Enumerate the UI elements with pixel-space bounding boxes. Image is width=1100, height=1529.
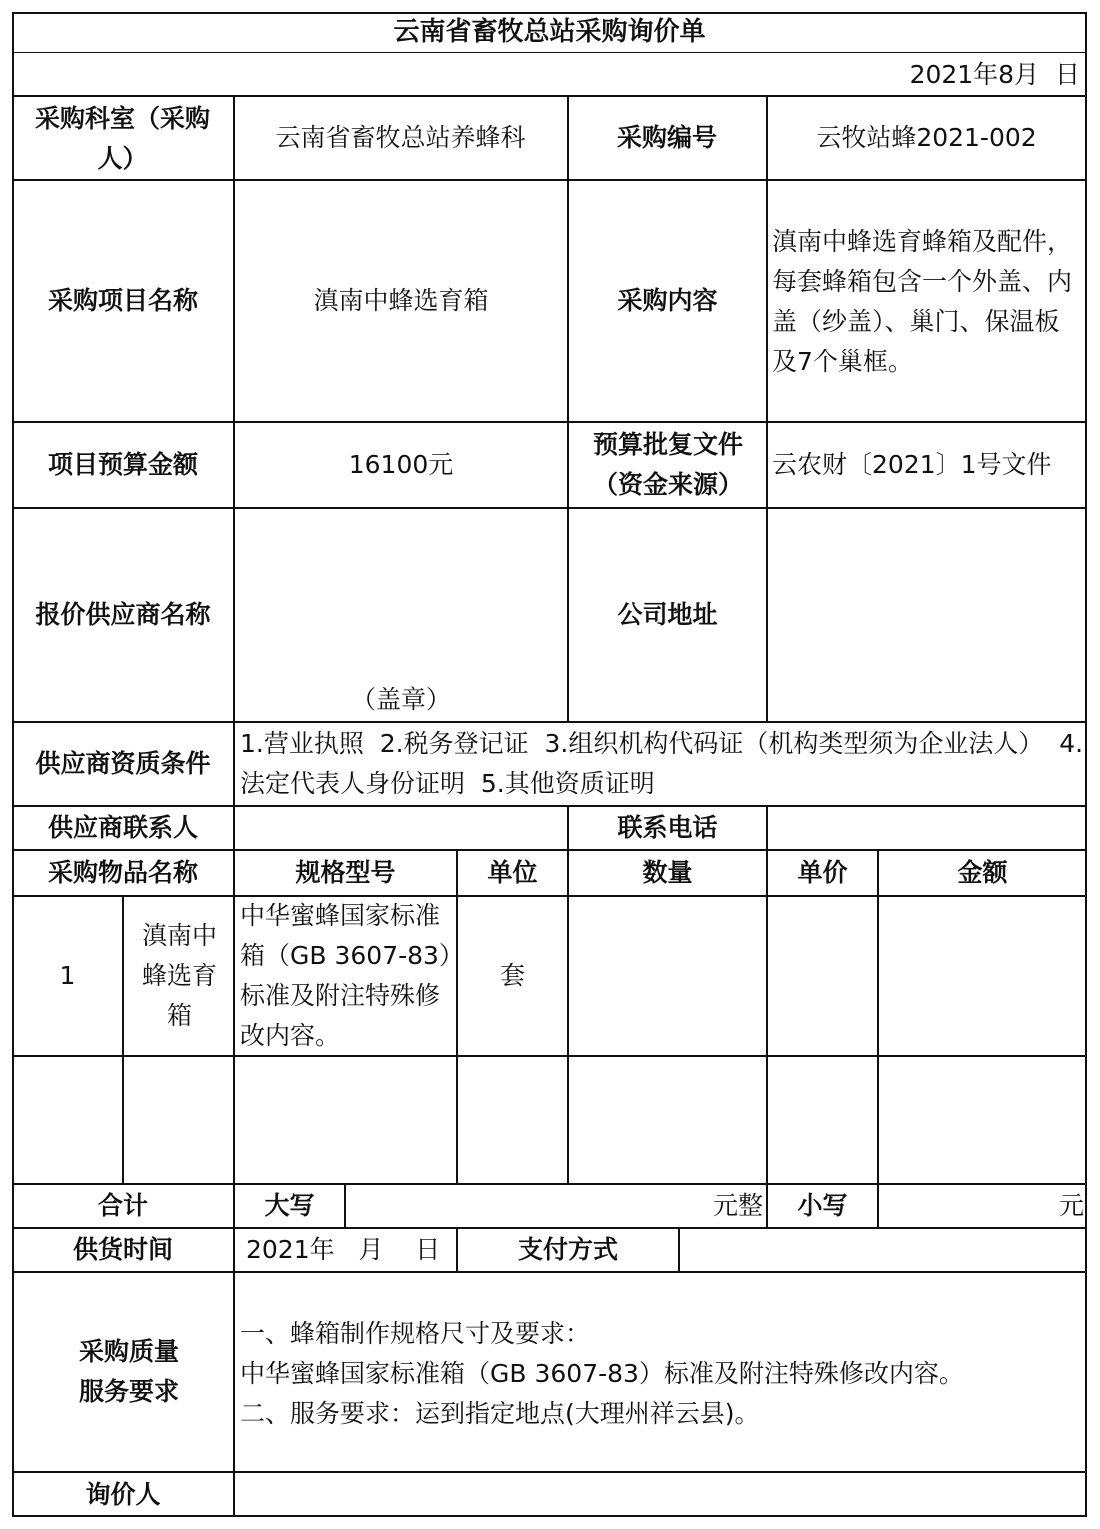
phone-value xyxy=(767,806,1087,850)
supplier-label: 报价供应商名称 xyxy=(35,600,211,629)
purchase-no-label: 采购编号 xyxy=(616,123,717,152)
total-capital-label: 大写 xyxy=(264,1191,315,1220)
col-rule-b1 xyxy=(567,96,569,722)
item-no: 1 xyxy=(59,961,76,990)
col-rule-c1 xyxy=(766,96,768,722)
address-value xyxy=(767,508,1087,722)
rule-item-2 xyxy=(12,1183,1087,1185)
pay-label: 支付方式 xyxy=(517,1235,618,1264)
col-rule-amount xyxy=(877,850,879,1228)
rule-date xyxy=(12,95,1087,97)
total-label: 合计 xyxy=(97,1191,148,1220)
budget-label: 项目预算金额 xyxy=(47,450,198,479)
delivery-label: 供货时间 xyxy=(72,1235,173,1264)
inquirer-label: 询价人 xyxy=(85,1479,161,1509)
col-rule-unit xyxy=(456,850,458,1184)
quality-label: 采购质量服务要求 xyxy=(78,1337,179,1406)
rule-total xyxy=(12,1227,1087,1229)
quality-line3: 二、服务要求：运到指定地点(大理州祥云县)。 xyxy=(240,1399,760,1428)
col-rule-a xyxy=(233,96,235,1517)
budget-value: 16100元 xyxy=(348,450,454,479)
approval-value: 云农财〔2021〕1号文件 xyxy=(772,450,1052,479)
project-value: 滇南中蜂选育箱 xyxy=(313,286,489,315)
address-label: 公司地址 xyxy=(617,600,718,629)
project-label: 采购项目名称 xyxy=(47,286,198,315)
rule-contact xyxy=(12,849,1087,851)
content-label: 采购内容 xyxy=(617,286,718,315)
inquirer-value xyxy=(234,1472,1087,1517)
qualification-value: 1.营业执照 2.税务登记证 3.组织机构代码证（机构类型须为企业法人） 4.法定代表人身份证明 5.其他资质证明 xyxy=(240,729,1084,798)
item-unit: 套 xyxy=(499,961,525,990)
items-header-amount: 金额 xyxy=(957,858,1008,887)
qualification-label: 供应商资质条件 xyxy=(35,749,211,778)
content-value: 滇南中蜂选育蜂箱及配件，每套蜂箱包含一个外盖、内盖（纱盖）、巢门、保温板及7个巢框。 xyxy=(772,227,1073,376)
form-title: 云南省畜牧总站采购询价单 xyxy=(393,17,706,47)
rule-dept xyxy=(12,179,1087,181)
quality-line1: 一、蜂箱制作规格尺寸及要求： xyxy=(240,1319,591,1348)
phone-label: 联系电话 xyxy=(617,813,718,842)
rule-supplier xyxy=(12,721,1087,723)
col-rule-item-no xyxy=(122,896,124,1184)
item-spec: 中华蜜蜂国家标准箱（GB 3607-83）标准及附注特殊修改内容。 xyxy=(240,901,452,1050)
quality-line2: 中华蜜蜂国家标准箱（GB 3607-83）标准及附注特殊修改内容。 xyxy=(240,1359,964,1388)
rule-budget xyxy=(12,507,1087,509)
frame-bottom xyxy=(12,1515,1087,1517)
rule-item-1 xyxy=(12,1055,1087,1057)
item-qty xyxy=(568,896,767,1056)
frame-left xyxy=(12,12,14,1517)
rule-items-header xyxy=(12,895,1087,897)
supplier-seal: （盖章） xyxy=(350,685,451,714)
total-capital-suffix: 元整 xyxy=(712,1191,763,1220)
item-amount xyxy=(878,896,1087,1056)
contact-label: 供应商联系人 xyxy=(47,813,198,842)
col-rule-c2 xyxy=(766,806,768,1228)
col-rule-capital xyxy=(344,1184,346,1228)
pay-value xyxy=(679,1228,1087,1272)
col-rule-pay xyxy=(678,1228,680,1272)
dept-label: 采购科室（采购人） xyxy=(34,104,210,173)
inquiry-form xyxy=(12,12,1087,1517)
contact-value xyxy=(234,806,568,850)
frame-right xyxy=(1085,12,1087,1517)
rule-title xyxy=(12,52,1087,53)
items-header-name: 采购物品名称 xyxy=(47,858,198,887)
items-header-spec: 规格型号 xyxy=(295,858,396,887)
items-header-qty: 数量 xyxy=(642,858,693,887)
delivery-value: 2021年 月 日 xyxy=(246,1235,441,1264)
items-header-unit: 单位 xyxy=(487,858,538,887)
col-rule-b2 xyxy=(567,806,569,1184)
form-date: 2021年8月 日 xyxy=(909,60,1080,89)
dept-value: 云南省畜牧总站养蜂科 xyxy=(275,123,526,152)
rule-delivery xyxy=(12,1271,1087,1273)
item-name: 滇南中蜂选育箱 xyxy=(141,921,217,1030)
total-small-label: 小写 xyxy=(797,1191,848,1220)
col-rule-delivery xyxy=(456,1228,458,1272)
rule-project xyxy=(12,421,1087,423)
approval-label: 预算批复文件（资金来源） xyxy=(592,430,743,499)
items-header-price: 单价 xyxy=(797,858,848,887)
rule-qualification xyxy=(12,805,1087,807)
purchase-no-value: 云牧站蜂2021-002 xyxy=(816,123,1037,152)
frame-top xyxy=(12,12,1087,14)
item-price xyxy=(767,896,878,1056)
rule-quality xyxy=(12,1471,1087,1473)
total-small-suffix: 元 xyxy=(1058,1191,1084,1220)
